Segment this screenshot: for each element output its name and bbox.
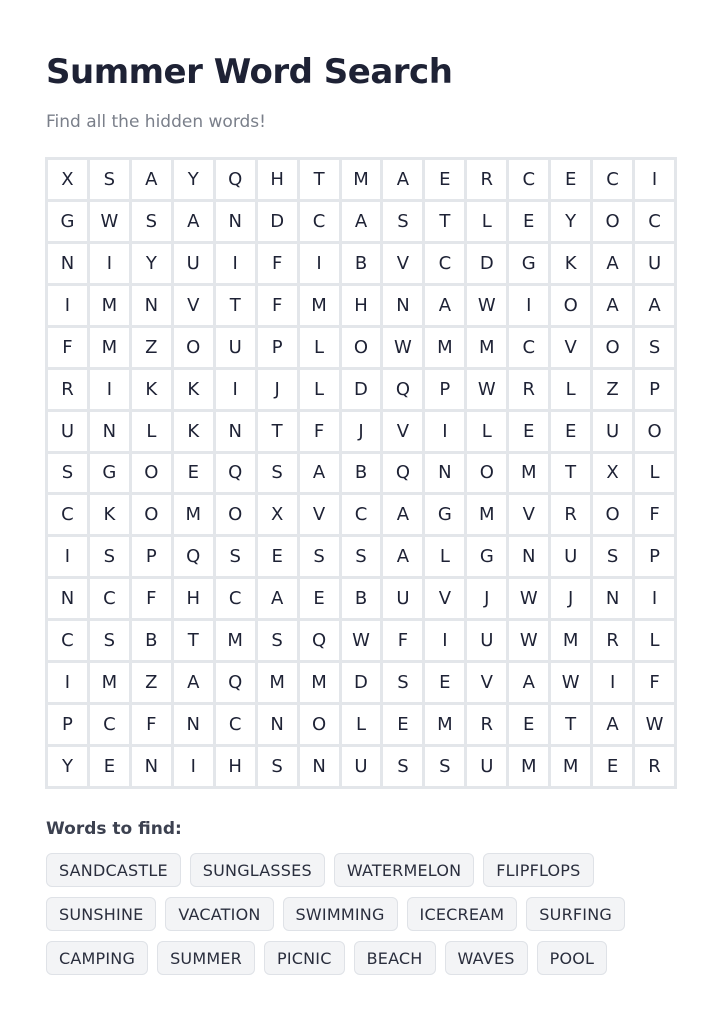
grid-cell-r8-c2[interactable]: G (90, 454, 129, 493)
grid-cell-r2-c12[interactable]: E (509, 202, 548, 241)
grid-cell-r13-c7[interactable]: M (300, 663, 339, 702)
grid-cell-r5-c6[interactable]: P (258, 328, 297, 367)
grid-cell-r11-c9[interactable]: U (383, 579, 422, 618)
grid-cell-r6-c6[interactable]: J (258, 370, 297, 409)
grid-cell-r5-c11[interactable]: M (467, 328, 506, 367)
grid-cell-r4-c15[interactable]: A (635, 286, 674, 325)
grid-cell-r7-c4[interactable]: K (174, 412, 213, 451)
grid-cell-r3-c4[interactable]: U (174, 244, 213, 283)
grid-cell-r11-c4[interactable]: H (174, 579, 213, 618)
word-chip-summer: SUMMER (157, 941, 255, 975)
grid-cell-r12-c13[interactable]: M (551, 621, 590, 660)
grid-cell-r1-c10[interactable]: E (425, 160, 464, 199)
grid-cell-r5-c4[interactable]: O (174, 328, 213, 367)
grid-cell-r3-c14[interactable]: A (593, 244, 632, 283)
grid-cell-r12-c8[interactable]: W (342, 621, 381, 660)
grid-cell-r6-c1[interactable]: R (48, 370, 87, 409)
grid-cell-r11-c14[interactable]: N (593, 579, 632, 618)
grid-cell-r11-c5[interactable]: C (216, 579, 255, 618)
grid-cell-r15-c2[interactable]: E (90, 747, 129, 786)
grid-cell-r9-c13[interactable]: R (551, 495, 590, 534)
grid-cell-r10-c13[interactable]: U (551, 537, 590, 576)
grid-cell-r11-c2[interactable]: C (90, 579, 129, 618)
grid-cell-r9-c15[interactable]: F (635, 495, 674, 534)
grid-cell-r4-c11[interactable]: W (467, 286, 506, 325)
grid-cell-r7-c11[interactable]: L (467, 412, 506, 451)
grid-cell-r8-c9[interactable]: Q (383, 454, 422, 493)
grid-cell-r1-c11[interactable]: R (467, 160, 506, 199)
grid-cell-r13-c14[interactable]: I (593, 663, 632, 702)
grid-cell-r14-c1[interactable]: P (48, 705, 87, 744)
grid-cell-r12-c1[interactable]: C (48, 621, 87, 660)
grid-cell-r5-c8[interactable]: O (342, 328, 381, 367)
grid-cell-r1-c14[interactable]: C (593, 160, 632, 199)
grid-cell-r6-c7[interactable]: L (300, 370, 339, 409)
grid-cell-r14-c11[interactable]: R (467, 705, 506, 744)
grid-cell-r13-c1[interactable]: I (48, 663, 87, 702)
grid-cell-r5-c14[interactable]: O (593, 328, 632, 367)
grid-cell-r15-c8[interactable]: U (342, 747, 381, 786)
grid-cell-r6-c10[interactable]: P (425, 370, 464, 409)
grid-cell-r11-c12[interactable]: W (509, 579, 548, 618)
grid-cell-r6-c15[interactable]: P (635, 370, 674, 409)
word-chip-sunglasses: SUNGLASSES (190, 853, 325, 887)
grid-cell-r7-c8[interactable]: J (342, 412, 381, 451)
grid-cell-r1-c13[interactable]: E (551, 160, 590, 199)
grid-cell-r5-c1[interactable]: F (48, 328, 87, 367)
grid-cell-r9-c8[interactable]: C (342, 495, 381, 534)
grid-cell-r6-c3[interactable]: K (132, 370, 171, 409)
grid-cell-r7-c14[interactable]: U (593, 412, 632, 451)
grid-cell-r3-c3[interactable]: Y (132, 244, 171, 283)
word-chip-surfing: SURFING (526, 897, 625, 931)
grid-cell-r10-c10[interactable]: L (425, 537, 464, 576)
grid-cell-r2-c8[interactable]: A (342, 202, 381, 241)
grid-cell-r7-c5[interactable]: N (216, 412, 255, 451)
grid-cell-r1-c7[interactable]: T (300, 160, 339, 199)
grid-cell-r13-c4[interactable]: A (174, 663, 213, 702)
grid-cell-r13-c9[interactable]: S (383, 663, 422, 702)
grid-cell-r3-c2[interactable]: I (90, 244, 129, 283)
grid-cell-r7-c2[interactable]: N (90, 412, 129, 451)
grid-cell-r8-c14[interactable]: X (593, 454, 632, 493)
grid-cell-r6-c9[interactable]: Q (383, 370, 422, 409)
word-chip-picnic: PICNIC (264, 941, 345, 975)
grid-cell-r4-c13[interactable]: O (551, 286, 590, 325)
grid-cell-r10-c1[interactable]: I (48, 537, 87, 576)
grid-cell-r12-c10[interactable]: I (425, 621, 464, 660)
grid-cell-r5-c3[interactable]: Z (132, 328, 171, 367)
grid-cell-r8-c1[interactable]: S (48, 454, 87, 493)
grid-cell-r15-c15[interactable]: R (635, 747, 674, 786)
grid-cell-r12-c6[interactable]: S (258, 621, 297, 660)
grid-cell-r11-c8[interactable]: B (342, 579, 381, 618)
grid-cell-r10-c15[interactable]: P (635, 537, 674, 576)
grid-cell-r11-c13[interactable]: J (551, 579, 590, 618)
grid-cell-r13-c15[interactable]: F (635, 663, 674, 702)
grid-cell-r9-c14[interactable]: O (593, 495, 632, 534)
grid-cell-r5-c10[interactable]: M (425, 328, 464, 367)
grid-cell-r14-c15[interactable]: W (635, 705, 674, 744)
grid-cell-r12-c14[interactable]: R (593, 621, 632, 660)
word-chip-sandcastle: SANDCASTLE (46, 853, 181, 887)
grid-cell-r10-c8[interactable]: S (342, 537, 381, 576)
grid-cell-r7-c9[interactable]: V (383, 412, 422, 451)
grid-cell-r14-c9[interactable]: E (383, 705, 422, 744)
grid-cell-r12-c7[interactable]: Q (300, 621, 339, 660)
grid-cell-r11-c6[interactable]: A (258, 579, 297, 618)
grid-cell-r2-c5[interactable]: N (216, 202, 255, 241)
grid-cell-r6-c5[interactable]: I (216, 370, 255, 409)
grid-cell-r7-c6[interactable]: T (258, 412, 297, 451)
grid-cell-r9-c3[interactable]: O (132, 495, 171, 534)
grid-cell-r7-c1[interactable]: U (48, 412, 87, 451)
grid-cell-r4-c8[interactable]: H (342, 286, 381, 325)
grid-cell-r5-c9[interactable]: W (383, 328, 422, 367)
grid-cell-r10-c7[interactable]: S (300, 537, 339, 576)
grid-cell-r15-c13[interactable]: M (551, 747, 590, 786)
grid-cell-r15-c7[interactable]: N (300, 747, 339, 786)
grid-cell-r3-c13[interactable]: K (551, 244, 590, 283)
grid-cell-r9-c9[interactable]: A (383, 495, 422, 534)
word-chip-icecream: ICECREAM (407, 897, 518, 931)
grid-cell-r14-c6[interactable]: N (258, 705, 297, 744)
grid-cell-r9-c7[interactable]: V (300, 495, 339, 534)
grid-cell-r7-c12[interactable]: E (509, 412, 548, 451)
grid-cell-r10-c11[interactable]: G (467, 537, 506, 576)
page-subtitle: Find all the hidden words! (46, 112, 266, 132)
grid-cell-r2-c13[interactable]: Y (551, 202, 590, 241)
grid-cell-r14-c10[interactable]: M (425, 705, 464, 744)
grid-cell-r4-c3[interactable]: N (132, 286, 171, 325)
grid-cell-r13-c5[interactable]: Q (216, 663, 255, 702)
grid-cell-r5-c15[interactable]: S (635, 328, 674, 367)
grid-cell-r10-c2[interactable]: S (90, 537, 129, 576)
grid-cell-r6-c11[interactable]: W (467, 370, 506, 409)
grid-cell-r15-c12[interactable]: M (509, 747, 548, 786)
grid-cell-r6-c12[interactable]: R (509, 370, 548, 409)
grid-cell-r12-c12[interactable]: W (509, 621, 548, 660)
grid-cell-r15-c9[interactable]: S (383, 747, 422, 786)
grid-cell-r5-c7[interactable]: L (300, 328, 339, 367)
grid-cell-r3-c1[interactable]: N (48, 244, 87, 283)
word-chip-watermelon: WATERMELON (334, 853, 474, 887)
grid-cell-r4-c12[interactable]: I (509, 286, 548, 325)
grid-cell-r8-c7[interactable]: A (300, 454, 339, 493)
grid-cell-r2-c1[interactable]: G (48, 202, 87, 241)
grid-cell-r11-c7[interactable]: E (300, 579, 339, 618)
grid-cell-r3-c5[interactable]: I (216, 244, 255, 283)
grid-cell-r9-c4[interactable]: M (174, 495, 213, 534)
grid-cell-r2-c11[interactable]: L (467, 202, 506, 241)
grid-cell-r7-c3[interactable]: L (132, 412, 171, 451)
grid-cell-r2-c9[interactable]: S (383, 202, 422, 241)
grid-cell-r3-c7[interactable]: I (300, 244, 339, 283)
grid-cell-r8-c4[interactable]: E (174, 454, 213, 493)
grid-cell-r12-c9[interactable]: F (383, 621, 422, 660)
grid-cell-r4-c7[interactable]: M (300, 286, 339, 325)
grid-cell-r4-c10[interactable]: A (425, 286, 464, 325)
grid-cell-r9-c10[interactable]: G (425, 495, 464, 534)
grid-cell-r15-c5[interactable]: H (216, 747, 255, 786)
word-chip-vacation: VACATION (165, 897, 273, 931)
word-chip-pool: POOL (537, 941, 608, 975)
grid-cell-r9-c12[interactable]: V (509, 495, 548, 534)
grid-cell-r5-c5[interactable]: U (216, 328, 255, 367)
grid-cell-r13-c10[interactable]: E (425, 663, 464, 702)
page-title: Summer Word Search (46, 52, 453, 92)
grid-cell-r6-c2[interactable]: I (90, 370, 129, 409)
grid-cell-r3-c10[interactable]: C (425, 244, 464, 283)
grid-cell-r14-c3[interactable]: F (132, 705, 171, 744)
grid-cell-r6-c4[interactable]: K (174, 370, 213, 409)
grid-cell-r15-c11[interactable]: U (467, 747, 506, 786)
grid-cell-r14-c4[interactable]: N (174, 705, 213, 744)
grid-cell-r5-c12[interactable]: C (509, 328, 548, 367)
word-chip-sunshine: SUNSHINE (46, 897, 156, 931)
grid-cell-r9-c5[interactable]: O (216, 495, 255, 534)
grid-cell-r4-c5[interactable]: T (216, 286, 255, 325)
grid-cell-r1-c4[interactable]: Y (174, 160, 213, 199)
word-list (46, 853, 686, 975)
grid-cell-r1-c8[interactable]: M (342, 160, 381, 199)
grid-cell-r2-c2[interactable]: W (90, 202, 129, 241)
grid-cell-r1-c9[interactable]: A (383, 160, 422, 199)
grid-cell-r6-c8[interactable]: D (342, 370, 381, 409)
grid-cell-r11-c3[interactable]: F (132, 579, 171, 618)
grid-cell-r5-c13[interactable]: V (551, 328, 590, 367)
grid-cell-r9-c2[interactable]: K (90, 495, 129, 534)
grid-cell-r7-c13[interactable]: E (551, 412, 590, 451)
grid-cell-r1-c15[interactable]: I (635, 160, 674, 199)
grid-cell-r11-c10[interactable]: V (425, 579, 464, 618)
grid-cell-r1-c12[interactable]: C (509, 160, 548, 199)
grid-cell-r12-c15[interactable]: L (635, 621, 674, 660)
grid-cell-r7-c15[interactable]: O (635, 412, 674, 451)
grid-cell-r10-c5[interactable]: S (216, 537, 255, 576)
grid-cell-r13-c8[interactable]: D (342, 663, 381, 702)
grid-cell-r9-c11[interactable]: M (467, 495, 506, 534)
grid-cell-r1-c5[interactable]: Q (216, 160, 255, 199)
grid-cell-r14-c13[interactable]: T (551, 705, 590, 744)
grid-cell-r7-c10[interactable]: I (425, 412, 464, 451)
grid-cell-r12-c3[interactable]: B (132, 621, 171, 660)
grid-cell-r4-c1[interactable]: I (48, 286, 87, 325)
grid-cell-r15-c3[interactable]: N (132, 747, 171, 786)
grid-cell-r14-c8[interactable]: L (342, 705, 381, 744)
grid-cell-r15-c4[interactable]: I (174, 747, 213, 786)
grid-cell-r12-c4[interactable]: T (174, 621, 213, 660)
grid-cell-r2-c14[interactable]: O (593, 202, 632, 241)
grid-cell-r11-c1[interactable]: N (48, 579, 87, 618)
grid-cell-r13-c3[interactable]: Z (132, 663, 171, 702)
grid-cell-r8-c15[interactable]: L (635, 454, 674, 493)
grid-cell-r6-c14[interactable]: Z (593, 370, 632, 409)
grid-cell-r13-c2[interactable]: M (90, 663, 129, 702)
grid-cell-r12-c11[interactable]: U (467, 621, 506, 660)
grid-cell-r13-c11[interactable]: V (467, 663, 506, 702)
grid-cell-r10-c9[interactable]: A (383, 537, 422, 576)
grid-cell-r1-c3[interactable]: A (132, 160, 171, 199)
grid-cell-r11-c15[interactable]: I (635, 579, 674, 618)
grid-cell-r2-c4[interactable]: A (174, 202, 213, 241)
grid-cell-r7-c7[interactable]: F (300, 412, 339, 451)
grid-cell-r10-c3[interactable]: P (132, 537, 171, 576)
grid-cell-r8-c10[interactable]: N (425, 454, 464, 493)
word-chip-flipflops: FLIPFLOPS (483, 853, 593, 887)
grid-cell-r8-c3[interactable]: O (132, 454, 171, 493)
grid-cell-r3-c8[interactable]: B (342, 244, 381, 283)
grid-cell-r15-c6[interactable]: S (258, 747, 297, 786)
grid-cell-r4-c6[interactable]: F (258, 286, 297, 325)
grid-cell-r14-c5[interactable]: C (216, 705, 255, 744)
grid-cell-r14-c12[interactable]: E (509, 705, 548, 744)
grid-cell-r10-c6[interactable]: E (258, 537, 297, 576)
grid-cell-r4-c4[interactable]: V (174, 286, 213, 325)
grid-cell-r1-c6[interactable]: H (258, 160, 297, 199)
grid-cell-r2-c7[interactable]: C (300, 202, 339, 241)
grid-cell-r10-c12[interactable]: N (509, 537, 548, 576)
grid-cell-r12-c2[interactable]: S (90, 621, 129, 660)
grid-cell-r6-c13[interactable]: L (551, 370, 590, 409)
grid-cell-r10-c4[interactable]: Q (174, 537, 213, 576)
grid-cell-r15-c10[interactable]: S (425, 747, 464, 786)
grid-cell-r3-c9[interactable]: V (383, 244, 422, 283)
grid-cell-r1-c2[interactable]: S (90, 160, 129, 199)
grid-cell-r8-c6[interactable]: S (258, 454, 297, 493)
grid-cell-r2-c15[interactable]: C (635, 202, 674, 241)
word-chip-camping: CAMPING (46, 941, 148, 975)
grid-cell-r12-c5[interactable]: M (216, 621, 255, 660)
grid-cell-r8-c8[interactable]: B (342, 454, 381, 493)
grid-cell-r1-c1[interactable]: X (48, 160, 87, 199)
grid-cell-r8-c12[interactable]: M (509, 454, 548, 493)
grid-cell-r15-c14[interactable]: E (593, 747, 632, 786)
grid-cell-r14-c7[interactable]: O (300, 705, 339, 744)
grid-cell-r15-c1[interactable]: Y (48, 747, 87, 786)
grid-cell-r3-c15[interactable]: U (635, 244, 674, 283)
grid-cell-r13-c13[interactable]: W (551, 663, 590, 702)
grid-cell-r3-c11[interactable]: D (467, 244, 506, 283)
grid-cell-r3-c12[interactable]: G (509, 244, 548, 283)
words-heading: Words to find: (46, 819, 182, 839)
grid-cell-r8-c13[interactable]: T (551, 454, 590, 493)
grid-cell-r4-c9[interactable]: N (383, 286, 422, 325)
word-chip-swimming: SWIMMING (283, 897, 398, 931)
grid-cell-r5-c2[interactable]: M (90, 328, 129, 367)
grid-cell-r14-c14[interactable]: A (593, 705, 632, 744)
letter-grid (45, 157, 677, 789)
grid-cell-r13-c12[interactable]: A (509, 663, 548, 702)
word-chip-waves: WAVES (445, 941, 528, 975)
word-chip-beach: BEACH (354, 941, 436, 975)
grid-cell-r14-c2[interactable]: C (90, 705, 129, 744)
grid-cell-r8-c5[interactable]: Q (216, 454, 255, 493)
grid-cell-r2-c10[interactable]: T (425, 202, 464, 241)
grid-cell-r13-c6[interactable]: M (258, 663, 297, 702)
grid-cell-r2-c6[interactable]: D (258, 202, 297, 241)
grid-cell-r3-c6[interactable]: F (258, 244, 297, 283)
grid-cell-r11-c11[interactable]: J (467, 579, 506, 618)
grid-cell-r9-c1[interactable]: C (48, 495, 87, 534)
grid-cell-r9-c6[interactable]: X (258, 495, 297, 534)
grid-cell-r4-c2[interactable]: M (90, 286, 129, 325)
grid-cell-r8-c11[interactable]: O (467, 454, 506, 493)
grid-cell-r2-c3[interactable]: S (132, 202, 171, 241)
grid-cell-r4-c14[interactable]: A (593, 286, 632, 325)
grid-cell-r10-c14[interactable]: S (593, 537, 632, 576)
